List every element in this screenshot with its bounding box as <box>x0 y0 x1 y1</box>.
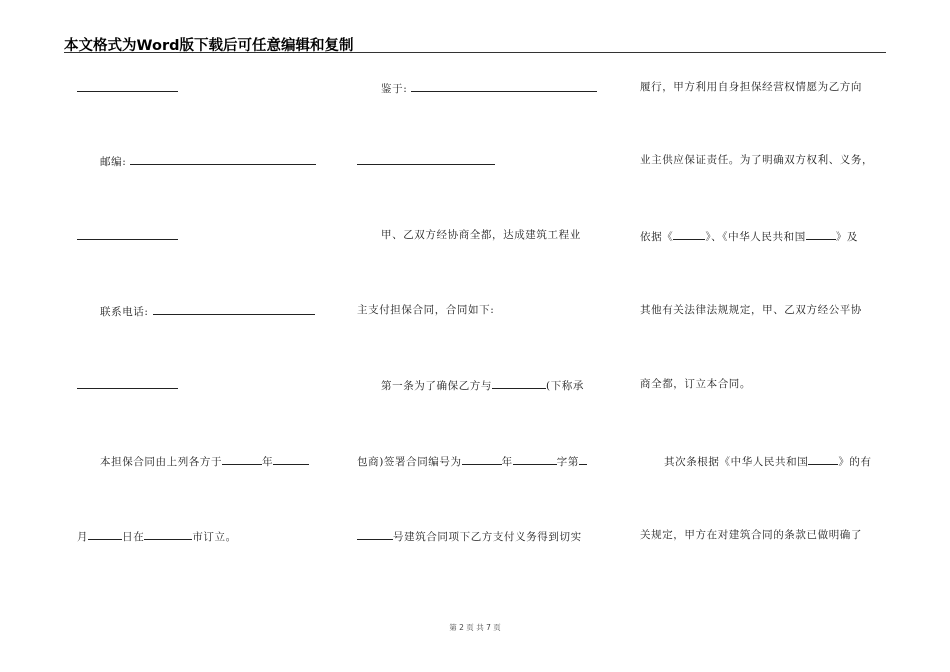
month-blank <box>273 453 309 465</box>
basis-text-mid: 》、《中华人民共和国 <box>705 231 806 243</box>
phone-blank <box>153 303 315 315</box>
col1-line-2 <box>100 153 316 169</box>
col1-line-6 <box>100 453 309 469</box>
contract-year-blank <box>462 453 502 465</box>
header-divider <box>64 52 886 53</box>
col3-line-5 <box>640 377 751 391</box>
col2-line-3 <box>381 228 581 242</box>
contract-no-text: 包商)签署合同编号为 <box>357 456 462 468</box>
col2-text-4: 主支付担保合同，合同如下: <box>357 304 495 316</box>
article-2-suffix: 》的有 <box>838 456 872 468</box>
year-blank <box>222 453 262 465</box>
whereas-blank <box>411 80 597 92</box>
law-name-blank <box>673 228 705 240</box>
col2-line-5 <box>381 377 584 393</box>
col1-line-1 <box>77 80 178 96</box>
col2-line-7 <box>357 528 582 544</box>
contract-year-label: 年 <box>501 456 513 468</box>
col3-line-1 <box>640 80 862 94</box>
col2-line-1 <box>381 80 597 96</box>
document-header-title: 本文格式为Word版下载后可任意编辑和复制 <box>64 38 354 54</box>
col3-line-7 <box>640 528 862 542</box>
blank-field <box>77 80 178 92</box>
article-2-text: 其次条根据《中华人民共和国 <box>664 456 809 468</box>
col3-line-2 <box>640 153 873 167</box>
basis-text-end: 》及 <box>835 231 859 243</box>
article-1-text: 第一条为了确保乙方与 <box>381 380 492 392</box>
city-blank <box>144 528 192 540</box>
page-number: 第 2 页 共 7 页 <box>449 623 501 632</box>
col2-text-7: 号建筑合同项下乙方支付义务得到切实 <box>393 531 582 543</box>
col3-text-5: 商全都，订立本合同。 <box>640 378 751 390</box>
col3-line-3 <box>640 228 858 244</box>
contract-word-label: 字第 <box>556 456 579 468</box>
col2-line-4 <box>357 303 494 317</box>
contractor-blank <box>492 377 546 389</box>
col3-text-2: 业主供应保证责任。为了明确双方权利、义务， <box>640 154 874 166</box>
contract-word-blank <box>513 453 557 465</box>
postcode-label: 邮编: <box>100 156 127 168</box>
blank-field <box>357 153 495 165</box>
contract-number-blank <box>357 528 393 540</box>
day-label: 日在 <box>122 531 145 543</box>
col2-text-3: 甲、乙双方经协商全都，达成建筑工程业 <box>381 229 581 241</box>
col3-text-7: 关规定，甲方在对建筑合同的条款已做明确了 <box>640 529 862 541</box>
basis-text: 依据《 <box>640 231 674 243</box>
blank-field <box>77 377 178 389</box>
signing-text: 本担保合同由上列各方于 <box>100 456 223 468</box>
col2-line-6 <box>357 453 587 469</box>
law-name-blank-2 <box>806 228 836 240</box>
contract-num-blank <box>579 453 587 465</box>
article-2-law-blank <box>808 453 838 465</box>
year-label: 年 <box>262 456 274 468</box>
month-label: 月 <box>77 531 89 543</box>
blank-field <box>77 228 178 240</box>
whereas-label: 鉴于: <box>381 83 408 95</box>
col1-line-4 <box>100 303 315 319</box>
col1-line-3 <box>77 228 178 244</box>
col3-text-4: 其他有关法律法规规定，甲、乙双方经公平协 <box>640 304 862 316</box>
col3-line-4 <box>640 303 862 317</box>
day-blank <box>88 528 122 540</box>
contractor-suffix: (下称承 <box>546 380 584 392</box>
col3-text-1: 履行，甲方利用自身担保经营权情愿为乙方向 <box>640 81 862 93</box>
city-label: 市订立。 <box>192 531 237 543</box>
postcode-blank <box>130 153 316 165</box>
col3-line-6 <box>664 453 872 469</box>
col2-line-2 <box>357 153 495 169</box>
col1-line-7 <box>77 528 237 544</box>
phone-label: 联系电话: <box>100 306 149 318</box>
col1-line-5 <box>77 377 178 393</box>
